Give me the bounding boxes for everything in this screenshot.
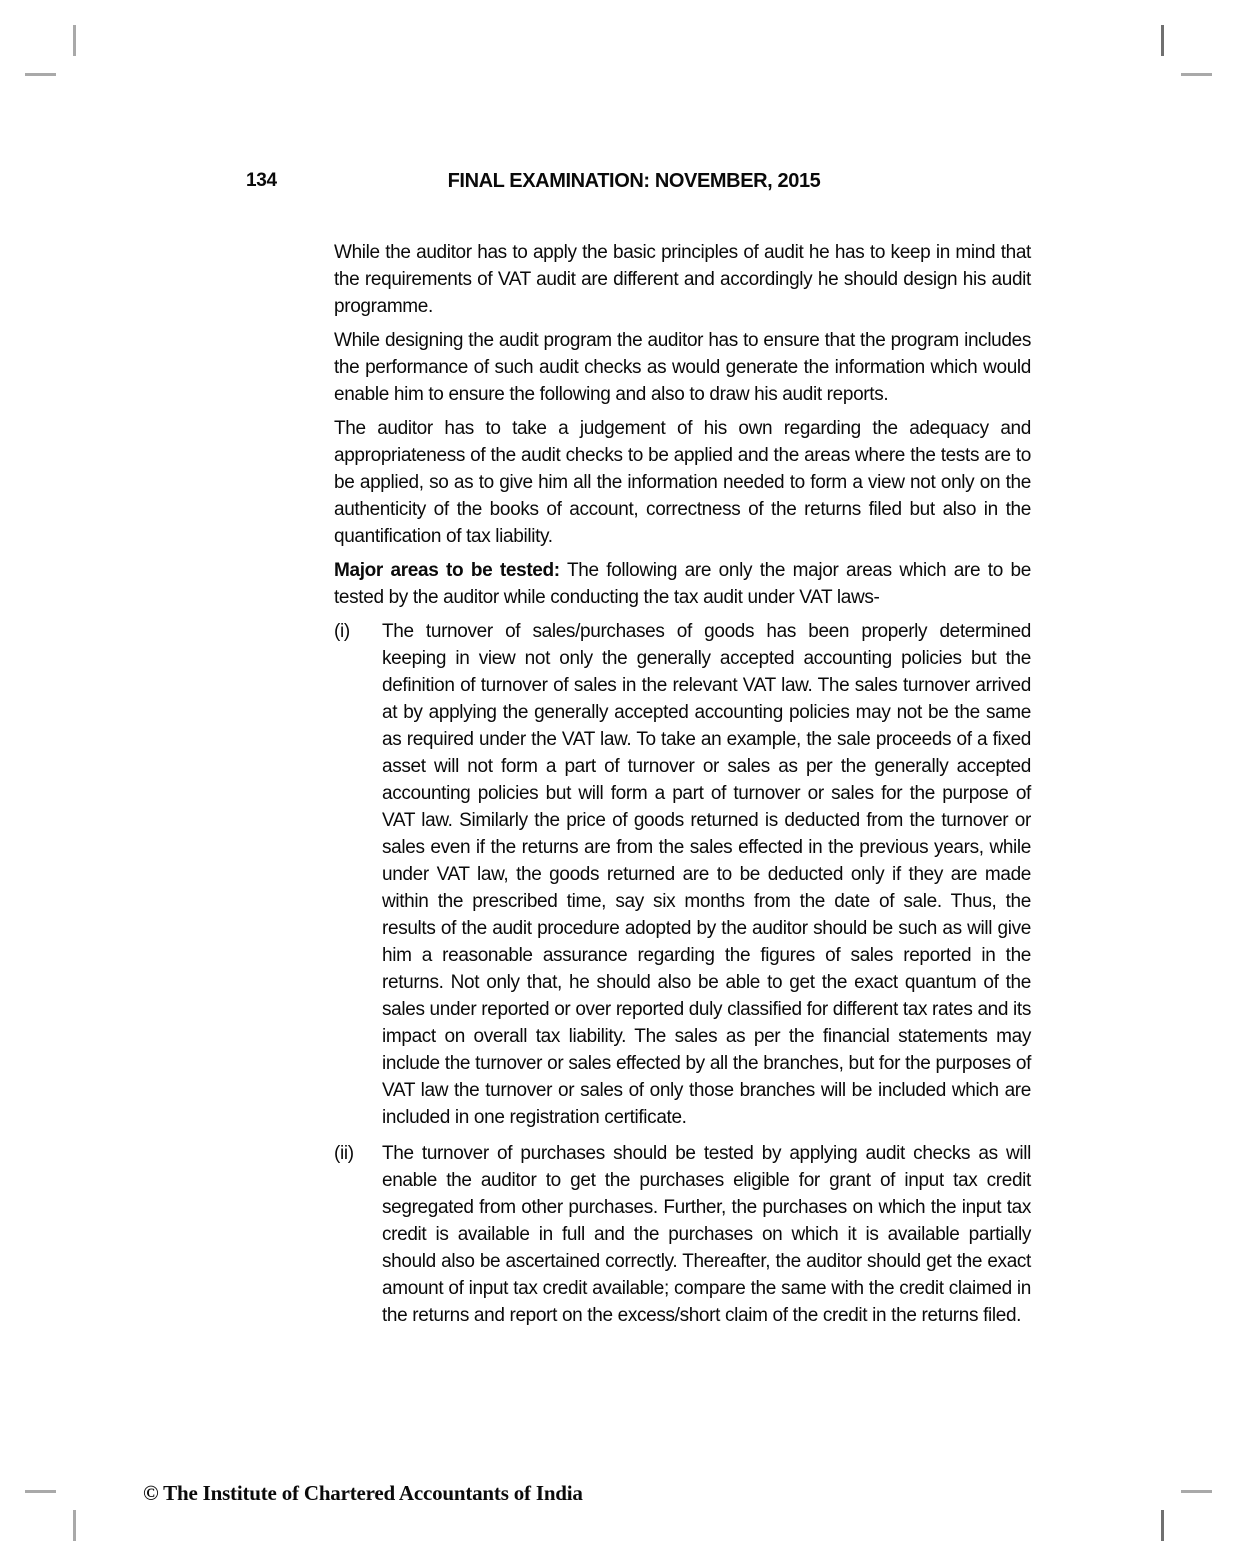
crop-mark-top-right-horizontal bbox=[1181, 73, 1212, 76]
list-item-ii-label: (ii) bbox=[334, 1143, 354, 1164]
crop-mark-bottom-right-vertical bbox=[1161, 1510, 1164, 1541]
paragraph-3: The auditor has to take a judgement of his own regarding the adequacy and appropriateness of the audit checks to be applied and the areas where the tests are to be applied, so as to give him all the information needed to form a view not only on the authenticity of the books of account, correctness of the returns filed but also in the quantification of tax liability. bbox=[334, 418, 1031, 547]
paragraph-2: While designing the audit program the auditor has to ensure that the program includes the performance of such audit checks as would generate the information which would enable him to ensure the following and also to draw his audit reports. bbox=[334, 330, 1031, 405]
major-areas-text: The following are only the major areas which are to be tested by the auditor while conducting the tax audit under VAT laws- bbox=[334, 560, 1031, 608]
major-areas-heading: Major areas to be tested: bbox=[334, 560, 560, 581]
page-number: 134 bbox=[246, 170, 277, 191]
crop-mark-bottom-left-horizontal bbox=[25, 1490, 56, 1493]
crop-mark-top-right-vertical bbox=[1161, 25, 1164, 56]
list-item-ii-text: The turnover of purchases should be tested by applying audit checks as will enable the auditor to get the purchases eligible for grant of input tax credit segregated from other purchases. Further, the purchases on which the input tax credit is available in full and the purchases on which it is available partially should also be ascertained correctly. Thereafter, the auditor should get the exact amount of input tax credit available; compare the same with the credit claimed in the returns and report on the excess/short claim of the credit in the returns filed. bbox=[382, 1143, 1031, 1326]
crop-mark-top-left-horizontal bbox=[25, 73, 56, 76]
major-areas-paragraph bbox=[334, 557, 1031, 611]
crop-mark-bottom-left-vertical bbox=[73, 1510, 76, 1541]
crop-mark-bottom-right-horizontal bbox=[1181, 1490, 1212, 1493]
list-item-ii bbox=[334, 1140, 1031, 1329]
copyright-notice: © The Institute of Chartered Accountants of India bbox=[143, 1481, 583, 1505]
list-item-i-text: The turnover of sales/purchases of goods has been properly determined keeping in view not only the generally accepted accounting policies but the definition of turnover of sales in the relevant VAT law. The sales turnover arrived at by applying the generally accepted accounting policies may not be the same as required under the VAT law. To take an example, the sale proceeds of a fixed asset will not form a part of turnover or sales as per the generally accepted accounting policies but will form a part of turnover or sales for the purpose of VAT law. Similarly the price of goods returned is deducted from the turnover or sales even if the returns are from the sales effected in the previous years, while under VAT law, the goods returned are to be deducted only if they are made within the prescribed time, say six months from the date of sale. Thus, the results of the audit procedure adopted by the auditor should be such as will give him a reasonable assurance regarding the figures of sales reported in the returns. Not only that, he should also be able to get the exact quantum of the sales under reported or over reported duly classified for different tax rates and its impact on overall tax liability. The sales as per the financial statements may include the turnover or sales effected by all the branches, but for the purposes of VAT law the turnover or sales of only those branches will be included which are included in one registration certificate. bbox=[382, 621, 1031, 1128]
list-item-i-label: (i) bbox=[334, 621, 350, 642]
list-item-i bbox=[334, 618, 1031, 1131]
body-text-column bbox=[334, 239, 1031, 1338]
crop-mark-top-left-vertical bbox=[73, 25, 76, 56]
header-title: FINAL EXAMINATION: NOVEMBER, 2015 bbox=[447, 170, 821, 192]
paragraph-1: While the auditor has to apply the basic principles of audit he has to keep in mind that the requirements of VAT audit are different and accordingly he should design his audit programme. bbox=[334, 242, 1031, 317]
